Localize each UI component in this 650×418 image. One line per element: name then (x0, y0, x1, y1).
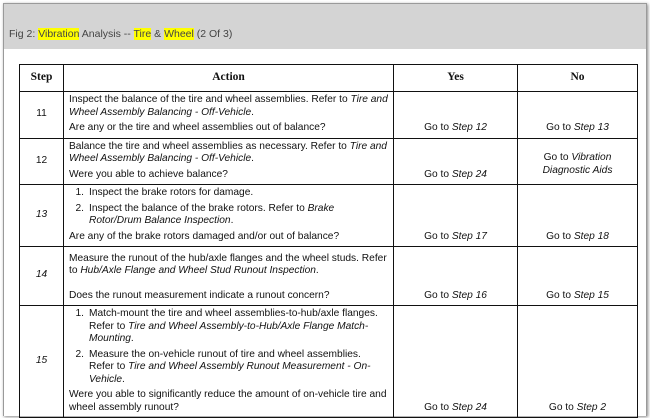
yes-cell (394, 247, 518, 306)
step-number: 11 (20, 92, 64, 139)
diagnostic-table (19, 64, 638, 418)
goto-link[interactable]: Step 2 (576, 401, 607, 413)
punct: . (251, 106, 254, 118)
goto-link[interactable]: Step 24 (451, 401, 487, 413)
title-text: Analysis -- (79, 28, 134, 40)
title-suffix: (2 Of 3) (193, 28, 233, 40)
goto-text: Go to (424, 122, 452, 133)
goto-link[interactable]: Step 13 (573, 122, 609, 133)
action-cell: 1. Inspect the brake rotors for damage. 2. Inspect the balance of the brake rotors. Refer to Brake Rotor/Drum Balance Inspection. Are any of the brake rotors damaged and/or out of balance? (64, 185, 394, 247)
list-item: Match-mount the tire and wheel assemblies-to-hub/axle flanges. Refer to Tire and Wheel Assembly-to-Hub/Axle Flange Match-Mounting. (89, 308, 378, 344)
step-number: 13 (20, 185, 64, 247)
no-cell (518, 247, 638, 306)
goto-text: Go to (546, 230, 574, 242)
list-item: Inspect the balance of the brake rotors. Refer to Brake Rotor/Drum Balance Inspection. (89, 202, 335, 226)
question: Were you able to achieve balance? (69, 168, 228, 180)
goto-text: Go to (546, 122, 574, 133)
question: Are any of the brake rotors damaged and/or out of balance? (69, 230, 340, 242)
goto-text: Go to (548, 401, 577, 413)
punct: . (315, 265, 319, 276)
goto-link[interactable]: Step 12 (451, 122, 487, 133)
question: Does the runout measurement indicate a runout concern? (69, 289, 330, 301)
reference-link[interactable]: Tire and Wheel Assembly Balancing - Off-Vehicle (69, 140, 387, 164)
action-cell (64, 247, 394, 306)
step-number: 14 (20, 247, 64, 306)
header-step: Step (20, 65, 64, 92)
table-row (20, 306, 638, 418)
action-text: Balance the tire and wheel assemblies as necessary. Refer to (69, 140, 350, 152)
title-band (4, 4, 646, 49)
figure-title (9, 28, 232, 40)
reference-link[interactable]: Tire and Wheel Assembly-to-Hub/Axle Flange Match-Mounting (89, 320, 369, 344)
no-cell (518, 185, 638, 247)
goto-link[interactable]: Step 18 (573, 230, 609, 242)
list-item: Measure the on-vehicle runout of tire and wheel assemblies. Refer to Tire and Wheel Assembly Runout Measurement - On-Vehicle. (89, 348, 371, 385)
action-cell (64, 92, 394, 139)
header-action: Action (64, 65, 394, 92)
action-text: Inspect the balance of the brake rotors. Refer to (89, 202, 308, 214)
action-cell: 1. Match-mount the tire and wheel assemblies-to-hub/axle flanges. Refer to Tire and Wheel Assembly-to-Hub/Axle Flange Match-Mounting. 2. Measure the on-vehicle runout of tire and wheel assemblies. Refer to Tire and Wheel Assembly Runout Measurement - On-Vehicle. Were you able to significantly reduce the amount of on-vehicle tire and wheel assembly runout? (64, 306, 394, 418)
goto-text: Go to (424, 230, 452, 242)
step-number: 12 (20, 138, 64, 185)
reference-link[interactable]: Tire and Wheel Assembly Balancing - Off-Vehicle (69, 94, 388, 118)
goto-link[interactable]: Step 15 (573, 289, 609, 301)
action-cell (64, 138, 394, 185)
goto-link[interactable]: Vibration Diagnostic Aids (542, 152, 613, 176)
goto-link[interactable]: Step 16 (451, 289, 487, 301)
action-text: Inspect the balance of the tire and wheel assemblies. Refer to (69, 94, 351, 105)
question: Are any or the tire and wheel assemblies out of balance? (69, 122, 326, 133)
yes-cell (394, 306, 518, 418)
goto-text: Go to (424, 289, 452, 301)
yes-cell (394, 138, 518, 185)
action-text: Measure the runout of the hub/axle flanges and the wheel studs. Refer to (69, 252, 387, 276)
search-highlight: Vibration (38, 28, 80, 40)
goto-link[interactable]: Step 24 (451, 168, 487, 180)
reference-link[interactable]: Brake Rotor/Drum Balance Inspection (89, 202, 335, 226)
question: Were you able to significantly reduce the amount of on-vehicle tire and wheel assembly runout? (69, 389, 387, 413)
title-prefix: Fig 2: (9, 28, 39, 40)
yes-cell (394, 92, 518, 139)
goto-text: Go to (546, 289, 574, 301)
title-text: & (151, 28, 165, 40)
header-row (20, 65, 638, 92)
reference-link[interactable]: Hub/Axle Flange and Wheel Stud Runout Inspection (80, 265, 316, 276)
header-no: No (518, 65, 638, 92)
goto-text: Go to (543, 152, 572, 164)
action-text: Match-mount the tire and wheel assemblies-to-hub/axle flanges. Refer to (89, 308, 378, 332)
table-row (20, 185, 638, 247)
goto-text: Go to (424, 168, 452, 180)
table-row (20, 247, 638, 306)
search-highlight: Tire (133, 28, 152, 40)
action-text: Measure the on-vehicle runout of tire and wheel assemblies. Refer to (89, 348, 361, 372)
list-item: Inspect the brake rotors for damage. (89, 187, 254, 198)
no-cell (518, 92, 638, 139)
reference-link[interactable]: Tire and Wheel Assembly Runout Measurement - On-Vehicle (89, 361, 371, 385)
search-highlight: Wheel (164, 28, 194, 40)
punct: . (251, 153, 254, 164)
table-row (20, 92, 638, 139)
step-number: 15 (20, 306, 64, 418)
goto-link[interactable]: Step 17 (451, 230, 487, 242)
no-cell (518, 138, 638, 185)
document-frame (3, 3, 647, 416)
no-cell (518, 306, 638, 418)
goto-text: Go to (424, 401, 452, 413)
table-row (20, 138, 638, 185)
yes-cell (394, 185, 518, 247)
header-yes: Yes (394, 65, 518, 92)
